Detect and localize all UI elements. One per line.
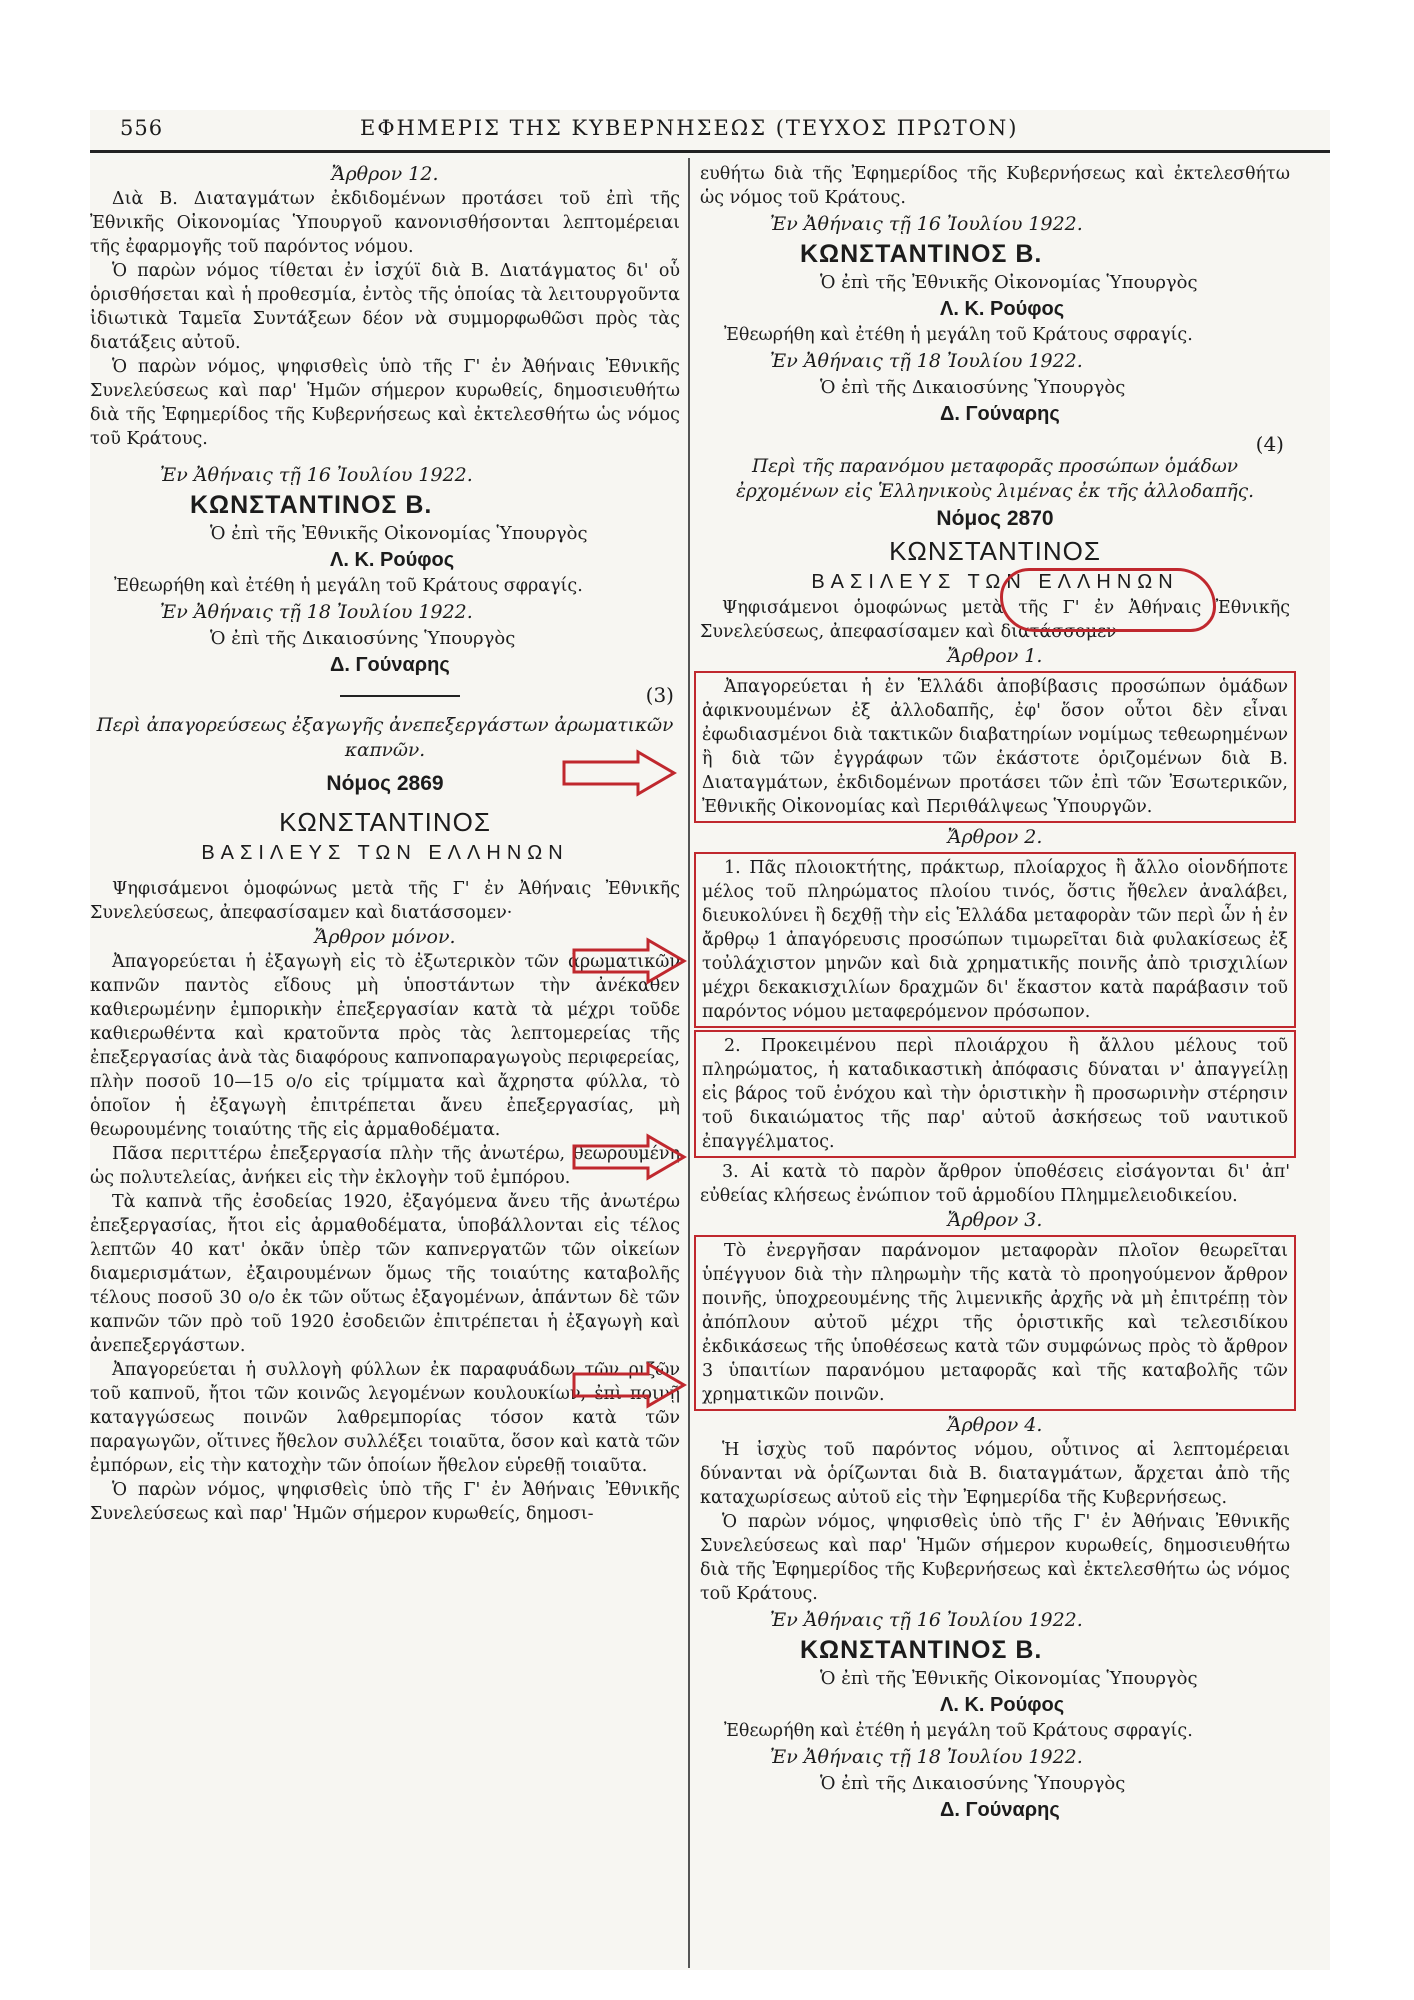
running-title: ΕΦΗΜΕΡΙΣ ΤΗΣ ΚΥΒΕΡΝΗΣΕΩΣ (ΤΕΥΧΟΣ ΠΡΩΤΟΝ) — [360, 116, 1019, 140]
minister-name: Δ. Γούναρης — [940, 1799, 1060, 1821]
right-arrow-icon — [570, 1132, 690, 1182]
law-separator — [90, 679, 680, 713]
page-number: 556 — [120, 116, 164, 140]
minister-title: Ὁ ἐπὶ τῆς Δικαιοσύνης Ὑπουργὸς — [210, 628, 516, 649]
article-heading: Ἄρθρον 1. — [947, 645, 1043, 667]
date-line: Ἐν Ἀθήναις τῇ 16 Ἰουλίου 1922. — [770, 213, 1083, 235]
highlight-box — [694, 852, 1296, 1028]
king-signature: ΚΩΝΣΤΑΝΤΙΝΟΣ Β. — [800, 1636, 1043, 1664]
paragraph: Ὁ παρὼν νόμος, ψηφισθεὶς ὑπὸ τῆς Γ' ἐν Ἀθήναις Ἐθνικῆς Συνελεύσεως καὶ παρ' Ἡμῶν σήμερον κυρωθείς, δημοσι- — [90, 1480, 680, 1524]
king-signature: ΚΩΝΣΤΑΝΤΙΝΟΣ Β. — [800, 240, 1043, 268]
paragraph: Τὰ καπνὰ τῆς ἐσοδείας 1920, ἐξαγόμενα ἄνευ τῆς ἀνωτέρω ἐπεξεργασίας, ἤτοι εἰς ἀρμαθοδέματα, ὑποβάλλονται εἰς τέλος λεπτῶν 40 κατ' ὀκᾶν ὑπὲρ τῶν καπνεργατῶν τῶν οἰκείων διαμερισμάτων, ἐξαιρουμένων ὅμως τῆς τοιαύτης καταβολῆς τέλους ποσοῦ 30 ο/ο ἐκ τῶν οὕτως ἐξαγομένων, ἁπάντων δὲ τῶν καπνῶν τῶν πρὸ τοῦ 1920 ἐσοδειῶν ἐπιτρέπεται ἡ ἐξαγωγὴ καὶ ἀνεπεξεργάστων. — [90, 1192, 680, 1356]
paragraph: Ἡ ἰσχὺς τοῦ παρόντος νόμου, οὗτινος αἱ λεπτομέρειαι δύνανται νὰ ὁρίζωνται διὰ Β. διαταγμάτων, ἄρχεται ἀπὸ τῆς καταχωρίσεως αὐτοῦ εἰς τὴν Ἐφημερίδα τῆς Κυβερνήσεως. — [700, 1440, 1290, 1508]
article-heading: Ἄρθρον 4. — [947, 1414, 1043, 1436]
king-title: ΒΑΣΙΛΕΥΣ ΤΩΝ ΕΛΛΗΝΩΝ — [811, 571, 1179, 593]
paragraph: Πᾶσα περιττέρω ἐπεξεργασία πλὴν τῆς ἀνωτέρω, θεωρουμένη ὡς πολυτελείας, ἀνήκει εἰς τὴν ἐκλογὴν τοῦ ἐμπόρου. — [90, 1144, 680, 1188]
minister-name: Λ. Κ. Ρούφος — [330, 549, 455, 571]
law-separator — [700, 428, 1290, 454]
minister-name: Δ. Γούναρης — [940, 403, 1060, 425]
right-arrow-icon — [570, 936, 690, 986]
paragraph: Ἀπαγορεύεται ἡ ἐν Ἑλλάδι ἀποβίβασις προσώπων ὁμάδων ἀφικνουμένων ἐξ ἀλλοδαπῆς, ἐφ' ὅσον οὗτοι δὲν εἶναι ἐφωδιασμένοι διὰ τακτικῶν διαβατηρίων νομίμως τεθεωρημένων ἢ διὰ τῶν ἐγγράφων τῶν ἑκάστοτε ὁριζομένων διὰ Β. Διαταγμάτων, ἐκδιδομένων προτάσει τῶν ἐπὶ τῶν Ἐσωτερικῶν, Ἐθνικῆς Οἰκονομίας καὶ Περιθάλψεως Ὑπουργῶν. — [702, 677, 1288, 817]
paragraph: Ὁ παρὼν νόμος, ψηφισθεὶς ὑπὸ τῆς Γ' ἐν Ἀθήναις Ἐθνικῆς Συνελεύσεως καὶ παρ' Ἡμῶν σήμερον κυρωθείς, δημοσιευθήτω διὰ τῆς Ἐφημερίδος τῆς Κυβερνήσεως καὶ ἐκτελεσθήτω ὡς νόμος τοῦ Κράτους. — [700, 1512, 1290, 1604]
law-title: Περὶ ἀπαγορεύσεως ἐξαγωγῆς ἀνεπεξεργάστων ἀρωματικῶν καπνῶν. — [96, 715, 674, 761]
preamble: Ψηφισάμενοι ὁμοφώνως μετὰ τῆς Γ' ἐν Ἀθήναις Ἐθνικῆς Συνελεύσεως, ἀπεφασίσαμεν καὶ διατάσσομεν· — [90, 879, 680, 923]
date-line: Ἐν Ἀθήναις τῇ 18 Ἰουλίου 1922. — [160, 601, 473, 623]
paragraph: Τὸ ἐνεργῆσαν παράνομον μεταφορὰν πλοῖον θεωρεῖται ὑπέγγυον διὰ τὴν πληρωμὴν τῆς κατὰ τὸ προηγούμενον ἄρθρον ποινῆς, ὑποχρεουμένης τῆς λιμενικῆς ἀρχῆς νὰ μὴ ἐπιτρέπῃ τὸν ἀπόπλουν αὐτοῦ μέχρι τῆς ὁριστικῆς καὶ τελεσιδίκου ἐκδικάσεως τῆς ὑποθέσεως κατὰ τῶν συμφώνως πρὸς τὸ ἄρθρον 3 ὑπαιτίων παρανόμου μεταφορᾶς καὶ τῆς καταβολῆς τῶν χρηματικῶν ποινῶν. — [702, 1241, 1288, 1405]
article-heading: Ἄρθρον 3. — [947, 1209, 1043, 1231]
king-name: ΚΩΝΣΤΑΝΤΙΝΟΣ — [279, 807, 491, 837]
highlight-box — [694, 671, 1296, 823]
highlight-box — [694, 1235, 1296, 1411]
date-line: Ἐν Ἀθήναις τῇ 18 Ἰουλίου 1922. — [770, 1746, 1083, 1768]
minister-title: Ὁ ἐπὶ τῆς Ἐθνικῆς Οἰκονομίας Ὑπουργὸς — [820, 1668, 1198, 1689]
paragraph: Ἀπαγορεύεται ἡ συλλογὴ φύλλων ἐκ παραφυάδων τῶν ριζῶν τοῦ καπνοῦ, ἤτοι τῶν κοινῶς λεγομένων κουλουκίων, ἐπὶ ποινῇ καταγγώσεως ποινῶν λαθρεμπορίας τόσον κατὰ τῶν παραγωγῶν, οἵτινες ἤθελον συλλέξει τοιαῦτα, ὅσον καὶ κατὰ τῶν ἐμπόρων, εἰς τὴν κατοχὴν τῶν ὁποίων ἤθελον εὑρεθῇ τοιαῦτα. — [90, 1360, 680, 1476]
law-number-label: (4) — [1255, 432, 1284, 456]
right-arrow-icon — [560, 748, 680, 798]
law-title: Περὶ τῆς παρανόμου μεταφορᾶς προσώπων ὁμάδων ἐρχομένων εἰς Ἑλληνικοὺς λιμένας ἐκ τῆς ἀλλοδαπῆς. — [736, 456, 1254, 502]
minister-name: Λ. Κ. Ρούφος — [940, 298, 1065, 320]
seal-note: Ἐθεωρήθη καὶ ἐτέθη ἡ μεγάλη τοῦ Κράτους σφραγίς. — [724, 1721, 1193, 1741]
king-name: ΚΩΝΣΤΑΝΤΙΝΟΣ — [889, 536, 1101, 566]
paragraph: Ὁ παρὼν νόμος, ψηφισθεὶς ὑπὸ τῆς Γ' ἐν Ἀθήναις Ἐθνικῆς Συνελεύσεως καὶ παρ' Ἡμῶν σήμερον κυρωθείς, δημοσιευθήτω διὰ τῆς Ἐφημερίδος τῆς Κυβερνήσεως καὶ ἐκτελεσθήτω ὡς νόμος τοῦ Κράτους. — [90, 357, 680, 449]
law-number: Νόμος 2869 — [326, 772, 444, 795]
article-heading: Ἄρθρον 12. — [331, 163, 439, 185]
left-column — [90, 162, 680, 1526]
minister-title: Ὁ ἐπὶ τῆς Ἐθνικῆς Οἰκονομίας Ὑπουργὸς — [210, 523, 588, 544]
king-title: ΒΑΣΙΛΕΥΣ ΤΩΝ ΕΛΛΗΝΩΝ — [201, 842, 569, 864]
paragraph: Ὁ παρὼν νόμος τίθεται ἐν ἰσχύϊ διὰ Β. Διατάγματος δι' οὗ ὁρισθήσεται καὶ ἡ προθεσμία, ἐντὸς τῆς ὁποίας τὰ λειτουργοῦντα ἰδιωτικὰ Ταμεῖα Συντάξεων δέον νὰ συμμορφωθῶσι πρὸς τὰς διατάξεις αὐτοῦ. — [90, 261, 680, 353]
highlight-ring — [1000, 568, 1216, 632]
paragraph: ευθήτω διὰ τῆς Ἐφημερίδος τῆς Κυβερνήσεως καὶ ἐκτελεσθήτω ὡς νόμος τοῦ Κράτους. — [700, 164, 1290, 208]
seal-note: Ἐθεωρήθη καὶ ἐτέθη ἡ μεγάλη τοῦ Κράτους σφραγίς. — [724, 325, 1193, 345]
paragraph: 2. Προκειμένου περὶ πλοιάρχου ἢ ἄλλου μέλους τοῦ πληρώματος, ἡ καταδικαστικὴ ἀπόφασις δύναται ν' ἀπαγγείλῃ εἰς βάρος τοῦ ἐνόχου καὶ τὴν ὁριστικὴν ἢ προσωρινὴν στέρησιν τοῦ δικαιώματος τῆς παρ' αὐτοῦ ἀσκήσεως τοῦ ναυτικοῦ ἐπαγγέλματος. — [702, 1036, 1288, 1152]
law-number-label: (3) — [645, 683, 674, 707]
page-header — [90, 110, 1330, 153]
article-heading: Ἄρθρον 2. — [947, 826, 1043, 848]
highlight-box — [694, 1030, 1296, 1158]
preamble: Ψηφισάμενοι ὁμοφώνως μετὰ τῆς Γ' ἐν Ἀθήναις Ἐθνικῆς Συνελεύσεως, ἀπεφασίσαμεν καὶ διατάσσομεν· — [700, 598, 1290, 642]
separator-rule — [340, 695, 460, 697]
gazette-page — [90, 110, 1330, 1970]
paragraph: Διὰ Β. Διαταγμάτων ἐκδιδομένων προτάσει τοῦ ἐπὶ τῆς Ἐθνικῆς Οἰκονομίας Ὑπουργοῦ κανονισθήσονται λεπτομέρειαι τῆς ἐφαρμογῆς τοῦ παρόντος νόμου. — [90, 189, 680, 257]
law-number: Νόμος 2870 — [936, 507, 1054, 530]
paragraph: 3. Αἱ κατὰ τὸ παρὸν ἄρθρον ὑποθέσεις εἰσάγονται δι' ἀπ' εὐθείας κλήσεως ἐνώπιον τοῦ ἁρμοδίου Πλημμελειοδικείου. — [700, 1162, 1290, 1206]
seal-note: Ἐθεωρήθη καὶ ἐτέθη ἡ μεγάλη τοῦ Κράτους σφραγίς. — [114, 576, 583, 596]
minister-name: Δ. Γούναρης — [330, 654, 450, 676]
date-line: Ἐν Ἀθήναις τῇ 16 Ἰουλίου 1922. — [770, 1609, 1083, 1631]
article-heading: Ἄρθρον μόνον. — [314, 926, 456, 948]
paragraph: 1. Πᾶς πλοιοκτήτης, πράκτωρ, πλοίαρχος ἢ ἄλλο οἱονδήποτε μέλος τοῦ πληρώματος πλοίου τινός, ὅστις ἤθελεν ἀναλάβει, διευκολύνει ἢ δεχθῇ τὴν εἰς Ἑλλάδα μεταφορὰν τῶν περὶ ὧν ἡ ἐν ἄρθρῳ 1 ἀπαγόρευσις προσώπων τιμωρεῖται διὰ φυλακίσεως ἐξ τοὐλάχιστον μηνῶν καὶ διὰ χρηματικῆς ποινῆς ἀπὸ τρισχιλίων μέχρι δεκακισχιλίων δραχμῶν δι' ἕκαστον κατὰ παράβασιν τοῦ παρόντος νόμου μεταφερόμενον πρόσωπον. — [702, 858, 1288, 1022]
minister-title: Ὁ ἐπὶ τῆς Δικαιοσύνης Ὑπουργὸς — [820, 1773, 1126, 1794]
king-signature: ΚΩΝΣΤΑΝΤΙΝΟΣ Β. — [190, 491, 433, 519]
date-line: Ἐν Ἀθήναις τῇ 18 Ἰουλίου 1922. — [770, 350, 1083, 372]
minister-name: Λ. Κ. Ρούφος — [940, 1694, 1065, 1716]
paragraph: Ἀπαγορεύεται ἡ ἐξαγωγὴ εἰς τὸ ἐξωτερικὸν τῶν ἀρωματικῶν καπνῶν παντὸς εἴδους μὴ ὑποστάντων τὴν ἀνέκαθεν καθιερωμένην ἐμπορικὴν ἐπεξεργασίαν κατὰ τὰ μέχρι τοῦδε καθιερωθέντα καὶ κρατοῦντα πρὸς τὰς λεπτομερείας τῆς ἐπεξεργασίας ἀνὰ τὰς διαφόρους καπνοπαραγωγοὺς περιφερείας, πλὴν ποσοῦ 10—15 ο/ο εἰς τρίμματα καὶ ἄχρηστα φύλλα, τὸ ὁποῖον ἡ ἐξαγωγὴ ἐπιτρέπεται ἄνευ ἐπεξεργασίας, μὴ θεωρουμένης τοιαύτης τῆς εἰς ἀρμαθοδέματα. — [90, 952, 680, 1140]
minister-title: Ὁ ἐπὶ τῆς Ἐθνικῆς Οἰκονομίας Ὑπουργὸς — [820, 272, 1198, 293]
column-divider — [688, 158, 690, 1968]
minister-title: Ὁ ἐπὶ τῆς Δικαιοσύνης Ὑπουργὸς — [820, 377, 1126, 398]
right-column — [700, 162, 1290, 1824]
date-line: Ἐν Ἀθήναις τῇ 16 Ἰουλίου 1922. — [160, 464, 473, 486]
right-arrow-icon — [570, 1360, 690, 1410]
